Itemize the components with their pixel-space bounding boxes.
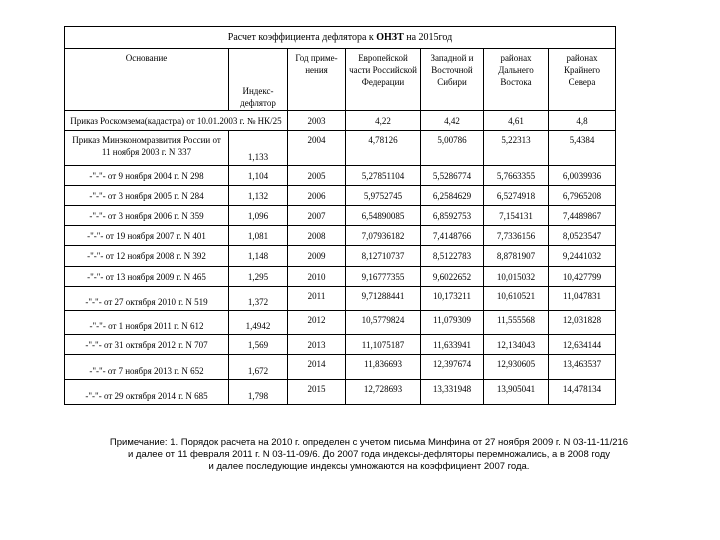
table-title: Расчет коэффициента дефлятора к ОНЗТ на 2015год (65, 27, 616, 49)
cell-year: 2007 (288, 206, 346, 226)
cell-basis: -"-"- от 3 ноября 2005 г. N 284 (65, 186, 229, 206)
table-row (65, 267, 616, 287)
cell-index: 1,133 (229, 131, 288, 166)
header-basis: Основание (65, 49, 229, 111)
cell-index: 1,104 (229, 166, 288, 186)
cell-far-east: 12,134043 (484, 335, 549, 355)
cell-siberia: 11,633941 (421, 335, 484, 355)
table-row (65, 335, 616, 355)
cell-index: 1,4942 (229, 311, 288, 335)
cell-basis: -"-"- от 13 ноября 2009 г. N 465 (65, 267, 229, 287)
table-row (65, 166, 616, 186)
cell-year: 2008 (288, 226, 346, 246)
cell-year: 2012 (288, 311, 346, 335)
cell-far-north: 7,4489867 (549, 206, 616, 226)
cell-far-east: 7,154131 (484, 206, 549, 226)
cell-year: 2013 (288, 335, 346, 355)
cell-far-north: 8,0523547 (549, 226, 616, 246)
table-row (65, 246, 616, 267)
cell-siberia: 4,42 (421, 111, 484, 131)
cell-european: 10,5779824 (346, 311, 421, 335)
cell-far-north: 14,478134 (549, 380, 616, 405)
cell-siberia: 6,2584629 (421, 186, 484, 206)
table-row (65, 287, 616, 311)
header-index-deflator: Индекс-дефлятор (229, 49, 288, 111)
table-row (65, 131, 616, 166)
cell-basis: -"-"- от 7 ноября 2013 г. N 652 (65, 355, 229, 380)
cell-far-north: 12,634144 (549, 335, 616, 355)
cell-far-east: 10,610521 (484, 287, 549, 311)
cell-siberia: 10,173211 (421, 287, 484, 311)
header-european: Европейской части Российской Федерации (346, 49, 421, 111)
cell-index: 1,372 (229, 287, 288, 311)
cell-european: 9,16777355 (346, 267, 421, 287)
cell-far-north: 6,0039936 (549, 166, 616, 186)
cell-european: 11,1075187 (346, 335, 421, 355)
cell-basis: -"-"- от 27 октября 2010 г. N 519 (65, 287, 229, 311)
cell-year: 2011 (288, 287, 346, 311)
cell-basis: -"-"- от 1 ноября 2011 г. N 612 (65, 311, 229, 335)
cell-index: 1,672 (229, 355, 288, 380)
cell-european: 5,27851104 (346, 166, 421, 186)
header-far-east: районах Дальнего Востока (484, 49, 549, 111)
table-row (65, 111, 616, 131)
cell-far-east: 8,8781907 (484, 246, 549, 267)
table-row (65, 206, 616, 226)
cell-basis: -"-"- от 9 ноября 2004 г. N 298 (65, 166, 229, 186)
cell-basis: Приказ Роскомзема(кадастра) от 10.01.2003 г. № НК/25 (65, 111, 288, 131)
footnote-line-2: и далее от 11 февраля 2011 г. N 03-11-09/6. До 2007 года индексы-дефляторы перемножались, а в 2008 году (127, 449, 611, 460)
cell-basis: -"-"- от 19 ноября 2007 г. N 401 (65, 226, 229, 246)
cell-index: 1,132 (229, 186, 288, 206)
table-row (65, 311, 616, 335)
cell-far-east: 12,930605 (484, 355, 549, 380)
cell-year: 2006 (288, 186, 346, 206)
footnote (84, 437, 654, 473)
cell-far-east: 10,015032 (484, 267, 549, 287)
cell-index: 1,569 (229, 335, 288, 355)
cell-year: 2014 (288, 355, 346, 380)
table-row (65, 380, 616, 405)
cell-far-east: 13,905041 (484, 380, 549, 405)
cell-index: 1,798 (229, 380, 288, 405)
cell-far-north: 4,8 (549, 111, 616, 131)
footnote-line-1: Примечание: 1. Порядок расчета на 2010 г. определен с учетом письма Минфина от 27 ноября 2009 г. N 03-11-11/216 (109, 437, 629, 448)
header-siberia: Западной и Восточной Сибири (421, 49, 484, 111)
cell-year: 2010 (288, 267, 346, 287)
cell-far-east: 11,555568 (484, 311, 549, 335)
header-far-north: районах Крайнего Севера (549, 49, 616, 111)
cell-siberia: 12,397674 (421, 355, 484, 380)
cell-european: 11,836693 (346, 355, 421, 380)
table-row (65, 355, 616, 380)
header-year: Год приме-нения (288, 49, 346, 111)
table-row (65, 226, 616, 246)
cell-far-north: 11,047831 (549, 287, 616, 311)
cell-european: 6,54890085 (346, 206, 421, 226)
cell-siberia: 11,079309 (421, 311, 484, 335)
cell-far-east: 6,5274918 (484, 186, 549, 206)
cell-basis: -"-"- от 31 октября 2012 г. N 707 (65, 335, 229, 355)
cell-european: 7,07936182 (346, 226, 421, 246)
cell-european: 4,78126 (346, 131, 421, 166)
cell-year: 2005 (288, 166, 346, 186)
table-row (65, 186, 616, 206)
cell-european: 9,71288441 (346, 287, 421, 311)
cell-siberia: 7,4148766 (421, 226, 484, 246)
cell-far-north: 5,4384 (549, 131, 616, 166)
cell-far-east: 5,22313 (484, 131, 549, 166)
cell-european: 12,728693 (346, 380, 421, 405)
cell-european: 4,22 (346, 111, 421, 131)
cell-year: 2009 (288, 246, 346, 267)
cell-index: 1,081 (229, 226, 288, 246)
cell-basis: -"-"- от 12 ноября 2008 г. N 392 (65, 246, 229, 267)
cell-far-north: 12,031828 (549, 311, 616, 335)
cell-siberia: 9,6022652 (421, 267, 484, 287)
cell-european: 8,12710737 (346, 246, 421, 267)
cell-far-north: 10,427799 (549, 267, 616, 287)
cell-year: 2004 (288, 131, 346, 166)
cell-basis: -"-"- от 29 октября 2014 г. N 685 (65, 380, 229, 405)
cell-year: 2015 (288, 380, 346, 405)
cell-far-north: 6,7965208 (549, 186, 616, 206)
footnote-line-3: и далее последующие индексы умножаются на коэффициент 2007 года. (208, 461, 530, 472)
cell-siberia: 5,5286774 (421, 166, 484, 186)
deflator-table (64, 26, 616, 405)
cell-index: 1,148 (229, 246, 288, 267)
cell-siberia: 13,331948 (421, 380, 484, 405)
cell-far-north: 9,2441032 (549, 246, 616, 267)
cell-index: 1,096 (229, 206, 288, 226)
cell-basis: Приказ Минэкономразвития России от 11 ноября 2003 г. N 337 (65, 131, 229, 166)
cell-siberia: 6,8592753 (421, 206, 484, 226)
cell-year: 2003 (288, 111, 346, 131)
cell-far-east: 4,61 (484, 111, 549, 131)
cell-siberia: 5,00786 (421, 131, 484, 166)
cell-far-north: 13,463537 (549, 355, 616, 380)
cell-index: 1,295 (229, 267, 288, 287)
cell-far-east: 5,7663355 (484, 166, 549, 186)
cell-far-east: 7,7336156 (484, 226, 549, 246)
cell-basis: -"-"- от 3 ноября 2006 г. N 359 (65, 206, 229, 226)
cell-european: 5,9752745 (346, 186, 421, 206)
cell-siberia: 8,5122783 (421, 246, 484, 267)
